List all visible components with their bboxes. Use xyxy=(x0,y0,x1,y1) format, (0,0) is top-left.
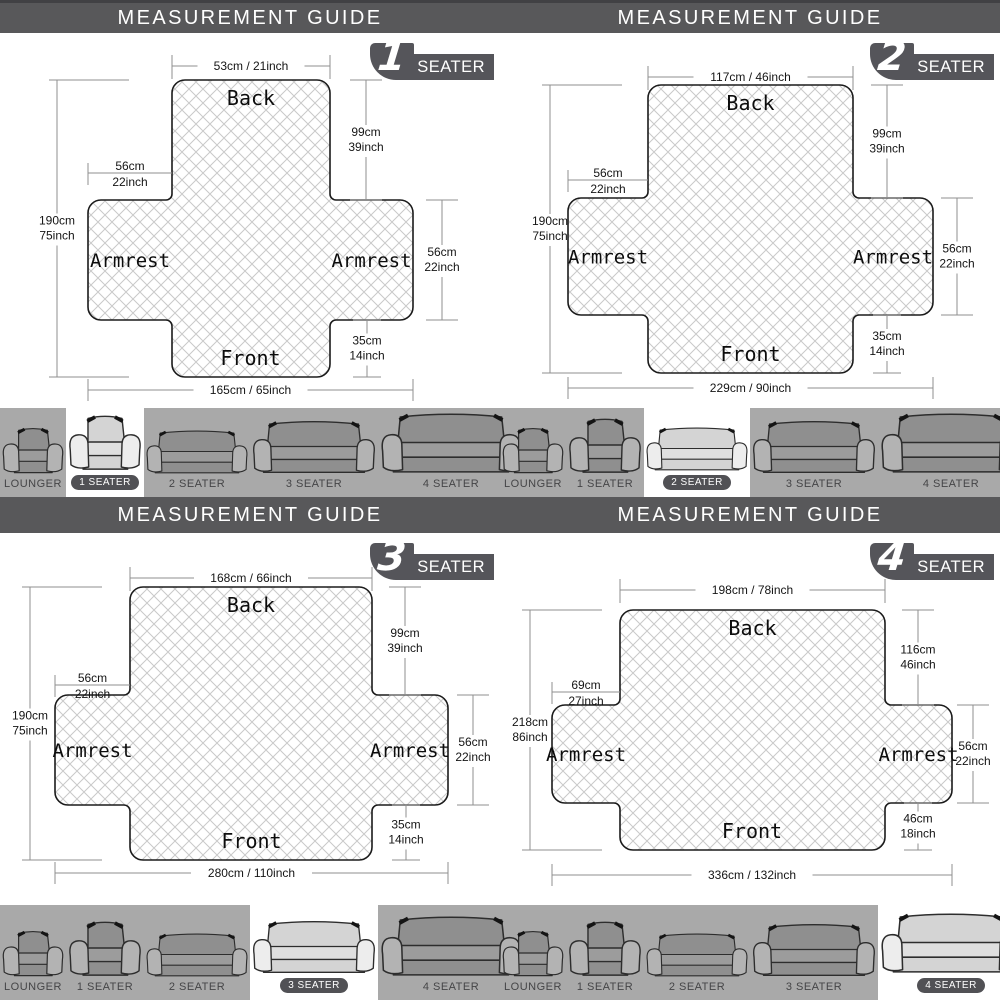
thumbnail-label: LOUNGER xyxy=(4,981,62,993)
back-height-inch: 46inch xyxy=(900,657,936,672)
sofa-icon xyxy=(750,921,878,978)
back-height-cm: 99cm xyxy=(390,626,420,640)
armrest-left-label: Armrest xyxy=(52,740,133,762)
seater-badge-label: SEATER xyxy=(909,554,994,580)
total-length-inch: 75inch xyxy=(39,228,75,243)
armrest-width-cm: 56cm xyxy=(77,671,108,685)
back-height-cm: 99cm xyxy=(872,126,902,141)
diagram-row-top xyxy=(0,33,1000,408)
size-group xyxy=(500,905,1000,1000)
measurement-diagram-2-seater xyxy=(500,33,1000,408)
thumbnail-1-seater[interactable] xyxy=(66,408,144,497)
seater-badge-number: 4 xyxy=(870,543,914,580)
armrest-right-label: Armrest xyxy=(878,744,959,766)
page-title: MEASUREMENT GUIDE xyxy=(117,503,383,526)
bottom-width-value: 336cm / 132inch xyxy=(707,868,797,882)
top-width-value: 198cm / 78inch xyxy=(711,583,794,597)
front-height-inch: 14inch xyxy=(388,832,424,847)
sofa-icon xyxy=(144,931,250,978)
bottom-width-value: 280cm / 110inch xyxy=(207,866,296,880)
measurement-diagram-4-seater xyxy=(500,533,1000,905)
thumbnail-label: LOUNGER xyxy=(4,478,62,490)
armrest-right-label: Armrest xyxy=(852,246,934,269)
front-height-cm: 46cm xyxy=(903,811,933,826)
thumbnail-1-seater[interactable] xyxy=(566,408,644,497)
back-label: Back xyxy=(226,593,276,617)
armchair-icon xyxy=(566,415,644,475)
total-length-inch: 86inch xyxy=(512,730,548,744)
size-group xyxy=(0,408,500,497)
thumbnail-label: 2 SEATER xyxy=(168,478,226,490)
thumbnail-lounger[interactable] xyxy=(500,408,566,497)
thumbnail-label: 2 SEATER xyxy=(668,981,726,993)
thumbnail-label: 2 SEATER xyxy=(168,981,226,993)
back-label: Back xyxy=(728,616,777,640)
armchair-icon xyxy=(0,425,66,475)
armrest-height-inch: 22inch xyxy=(424,260,460,274)
thumbnail-label: LOUNGER xyxy=(504,981,562,993)
thumbnail-label: 4 SEATER xyxy=(422,478,480,490)
page-title: MEASUREMENT GUIDE xyxy=(617,6,883,29)
front-height-cm: 35cm xyxy=(872,329,902,343)
thumbnail-lounger[interactable] xyxy=(0,905,66,1000)
armrest-height-cm: 56cm xyxy=(958,739,988,753)
seater-badge-label: SEATER xyxy=(409,54,494,80)
seater-badge-number: 1 xyxy=(370,43,414,80)
panel-4-seater xyxy=(500,533,1000,905)
armchair-icon xyxy=(66,918,144,978)
armrest-left-label: Armrest xyxy=(545,744,627,766)
sofa-icon xyxy=(878,910,1000,975)
armrest-height-cm: 56cm xyxy=(427,245,457,259)
sofa-icon xyxy=(250,418,378,475)
sofa-cover-shape xyxy=(552,610,952,850)
front-label: Front xyxy=(221,829,282,853)
back-height-inch: 39inch xyxy=(869,141,905,156)
thumbnail-lounger[interactable] xyxy=(0,408,66,497)
front-height-inch: 14inch xyxy=(869,344,905,358)
thumbnail-label: 1 SEATER xyxy=(71,475,139,490)
armrest-right-label: Armrest xyxy=(369,740,451,762)
thumbnail-3-seater[interactable] xyxy=(750,408,878,497)
armchair-icon xyxy=(500,425,566,475)
thumbnail-2-seater[interactable] xyxy=(644,905,750,1000)
panel-2-seater xyxy=(500,33,1000,408)
total-length-cm: 190cm xyxy=(38,213,76,228)
thumbnail-lounger[interactable] xyxy=(500,905,566,1000)
back-label: Back xyxy=(726,91,775,115)
total-length-cm: 190cm xyxy=(11,708,49,723)
seater-badge-number: 2 xyxy=(870,43,914,80)
size-selector-strip-top xyxy=(0,408,1000,497)
seater-badge xyxy=(370,533,494,580)
armchair-icon xyxy=(566,918,644,978)
size-group xyxy=(0,905,500,1000)
thumbnail-3-seater[interactable] xyxy=(250,408,378,497)
thumbnail-label: LOUNGER xyxy=(504,478,562,490)
sofa-cover-shape xyxy=(55,587,451,860)
armrest-width-inch: 27inch xyxy=(568,694,604,708)
page-title: MEASUREMENT GUIDE xyxy=(617,503,883,526)
diagram-row-bottom xyxy=(0,533,1000,905)
thumbnail-label: 2 SEATER xyxy=(663,475,731,490)
bottom-width-value: 165cm / 65inch xyxy=(209,383,292,397)
top-width-value: 53cm / 21inch xyxy=(213,59,289,73)
top-width-value: 117cm / 46inch xyxy=(710,70,791,84)
seater-badge xyxy=(870,533,994,580)
header-bar-middle xyxy=(0,497,1000,533)
sofa-icon xyxy=(644,931,750,978)
front-height-inch: 14inch xyxy=(349,348,385,363)
thumbnail-3-seater[interactable] xyxy=(250,905,378,1000)
measurement-diagram-3-seater xyxy=(0,533,500,905)
thumbnail-2-seater[interactable] xyxy=(144,905,250,1000)
thumbnail-label: 1 SEATER xyxy=(576,478,634,490)
thumbnail-label: 1 SEATER xyxy=(76,981,134,993)
thumbnail-4-seater[interactable] xyxy=(878,905,1000,1000)
armchair-icon xyxy=(66,412,144,472)
armrest-width-cm: 56cm xyxy=(115,159,145,173)
back-label: Back xyxy=(226,86,276,110)
top-width-value: 168cm / 66inch xyxy=(210,571,292,585)
measurement-diagram-1-seater xyxy=(0,33,500,408)
total-length-cm: 218cm xyxy=(511,715,549,729)
thumbnail-label: 3 SEATER xyxy=(785,478,843,490)
sofa-icon xyxy=(878,410,1000,475)
sofa-icon xyxy=(144,428,250,475)
size-selector-strip-bottom xyxy=(0,905,1000,1000)
front-height-cm: 35cm xyxy=(391,817,421,832)
panel-1-seater xyxy=(0,33,500,408)
armrest-right-label: Armrest xyxy=(331,250,412,272)
thumbnail-4-seater[interactable] xyxy=(878,408,1000,497)
thumbnail-2-seater[interactable] xyxy=(644,408,750,497)
seater-badge xyxy=(370,33,494,80)
seater-badge-label: SEATER xyxy=(409,554,494,580)
seater-badge-label: SEATER xyxy=(909,54,994,80)
armrest-height-inch: 22inch xyxy=(955,754,991,768)
armrest-height-cm: 56cm xyxy=(942,241,972,256)
size-group xyxy=(500,408,1000,497)
back-height-inch: 39inch xyxy=(387,641,423,655)
thumbnail-label: 3 SEATER xyxy=(280,978,348,993)
armrest-height-inch: 22inch xyxy=(455,750,491,764)
front-height-cm: 35cm xyxy=(352,333,382,348)
page-title: MEASUREMENT GUIDE xyxy=(117,6,383,29)
back-height-cm: 116cm xyxy=(900,642,936,657)
thumbnail-label: 1 SEATER xyxy=(576,981,634,993)
front-label: Front xyxy=(220,346,281,370)
armchair-icon xyxy=(500,928,566,978)
armrest-width-inch: 22inch xyxy=(590,182,626,196)
armrest-width-cm: 56cm xyxy=(593,166,623,180)
armrest-width-inch: 22inch xyxy=(112,175,148,189)
panel-3-seater xyxy=(0,533,500,905)
total-length-cm: 190cm xyxy=(531,214,569,228)
total-length-inch: 75inch xyxy=(12,723,48,738)
sofa-icon xyxy=(750,418,878,475)
thumbnail-label: 3 SEATER xyxy=(285,478,343,490)
front-height-inch: 18inch xyxy=(900,826,936,841)
front-label: Front xyxy=(721,819,783,843)
armrest-left-label: Armrest xyxy=(89,250,171,272)
sofa-icon xyxy=(644,425,750,472)
seater-badge xyxy=(870,33,994,80)
thumbnail-label: 4 SEATER xyxy=(922,478,980,490)
header-bar-top xyxy=(0,0,1000,33)
armrest-width-inch: 22inch xyxy=(74,687,111,701)
front-label: Front xyxy=(720,342,781,366)
total-length-inch: 75inch xyxy=(532,229,568,243)
back-height-inch: 39inch xyxy=(348,140,384,154)
thumbnail-label: 4 SEATER xyxy=(422,981,480,993)
thumbnail-label: 3 SEATER xyxy=(785,981,843,993)
armrest-height-inch: 22inch xyxy=(939,256,975,271)
thumbnail-3-seater[interactable] xyxy=(750,905,878,1000)
armchair-icon xyxy=(0,928,66,978)
sofa-icon xyxy=(250,918,378,975)
thumbnail-1-seater[interactable] xyxy=(66,905,144,1000)
thumbnail-label: 4 SEATER xyxy=(917,978,985,993)
bottom-width-value: 229cm / 90inch xyxy=(709,381,792,395)
armrest-width-cm: 69cm xyxy=(571,678,601,692)
thumbnail-2-seater[interactable] xyxy=(144,408,250,497)
seater-badge-number: 3 xyxy=(370,543,414,580)
back-height-cm: 99cm xyxy=(351,125,381,139)
armrest-height-cm: 56cm xyxy=(458,735,488,749)
armrest-left-label: Armrest xyxy=(567,246,649,269)
thumbnail-1-seater[interactable] xyxy=(566,905,644,1000)
